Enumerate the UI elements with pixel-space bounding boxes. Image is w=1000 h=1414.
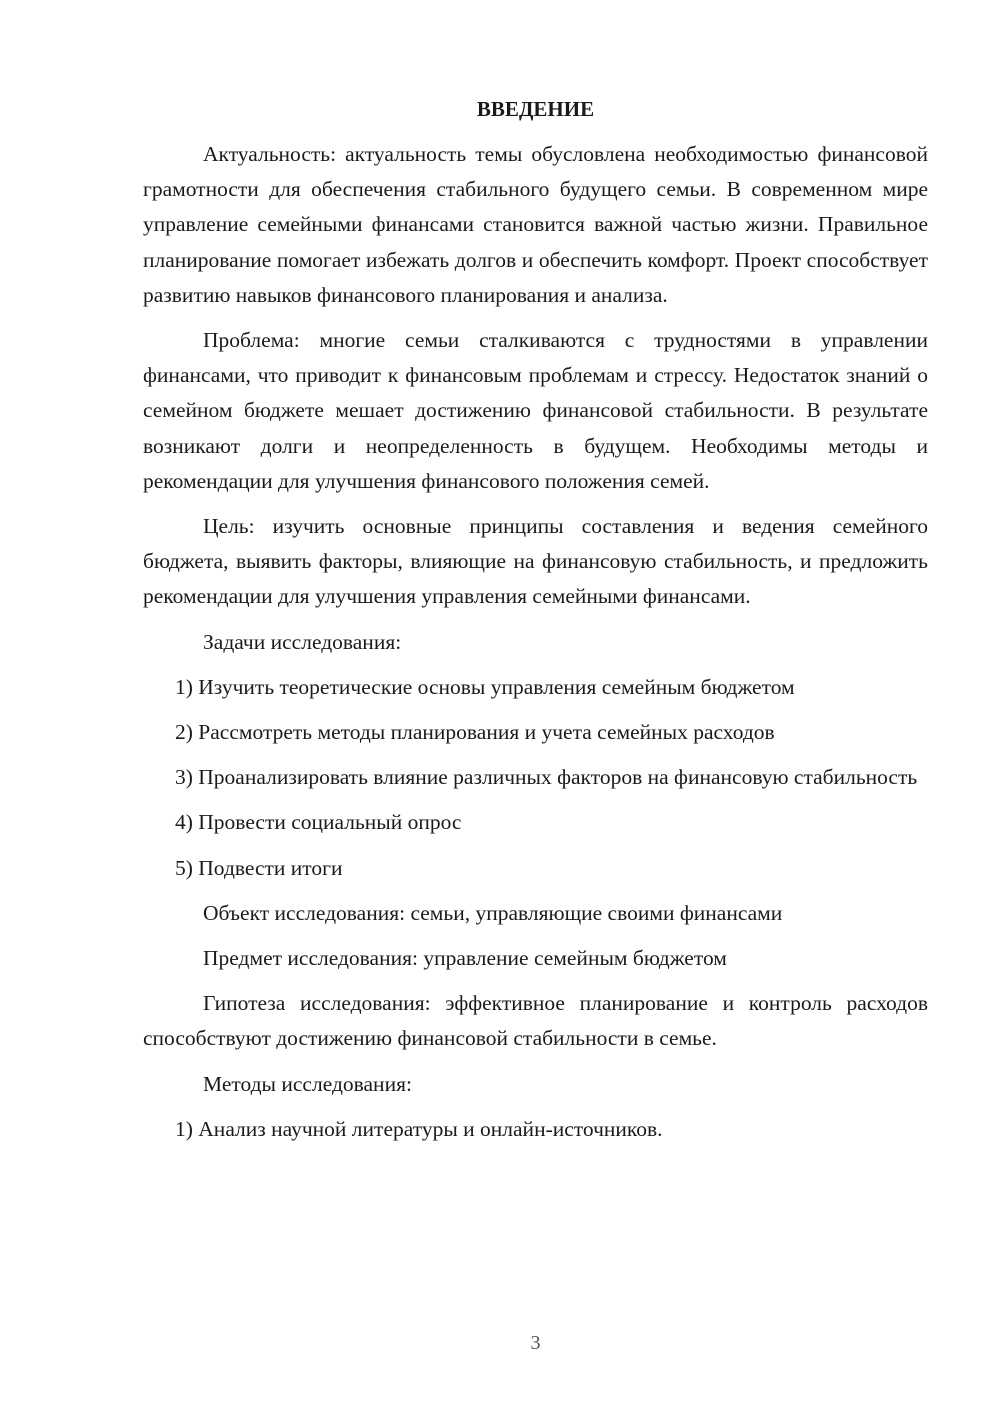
task-item-2: 2) Рассмотреть методы планирования и учета семейных расходов: [175, 720, 775, 745]
paragraph-goal: Цель: изучить основные принципы составления и ведения семейного бюджета, выявить факторы, влияющие на финансовую стабильность, и предложить рекомендации для улучшения управления семейными финансами.: [143, 514, 928, 609]
research-object: Объект исследования: семьи, управляющие своими финансами: [203, 900, 783, 925]
method-item-1: 1) Анализ научной литературы и онлайн-источников.: [175, 1116, 663, 1141]
task-item-1: 1) Изучить теоретические основы управления семейным бюджетом: [175, 674, 795, 699]
paragraph-problem: Проблема: многие семьи сталкиваются с трудностями в управлении финансами, что приводит к финансовым проблемам и стрессу. Недостаток знаний о семейном бюджете мешает достижению финансовой стабильности. В результате возникают долги и неопределенность в будущем. Необходимы методы и рекомендации для улучшения финансового положения семей.: [143, 328, 928, 493]
task-item-5: 5) Подвести итоги: [175, 855, 343, 880]
page-number: 3: [530, 1332, 541, 1354]
research-subject: Предмет исследования: управление семейным бюджетом: [203, 946, 727, 971]
methods-heading: Методы исследования:: [203, 1071, 412, 1096]
task-item-4: 4) Провести социальный опрос: [175, 810, 462, 835]
task-item-3: 3) Проанализировать влияние различных факторов на финансовую стабильность: [175, 765, 918, 790]
document-page: [143, 92, 928, 1157]
page-title: ВВЕДЕНИЕ: [476, 97, 595, 121]
research-hypothesis: Гипотеза исследования: эффективное планирование и контроль расходов способствуют достижению финансовой стабильности в семье.: [143, 991, 928, 1051]
tasks-heading: Задачи исследования:: [203, 629, 402, 654]
paragraph-relevance: Актуальность: актуальность темы обусловлена необходимостью финансовой грамотности для обеспечения стабильного будущего семьи. В современном мире управление семейными финансами становится важной частью жизни. Правильное планирование помогает избежать долгов и обеспечить комфорт. Проект способствует развитию навыков финансового планирования и анализа.: [143, 142, 928, 307]
